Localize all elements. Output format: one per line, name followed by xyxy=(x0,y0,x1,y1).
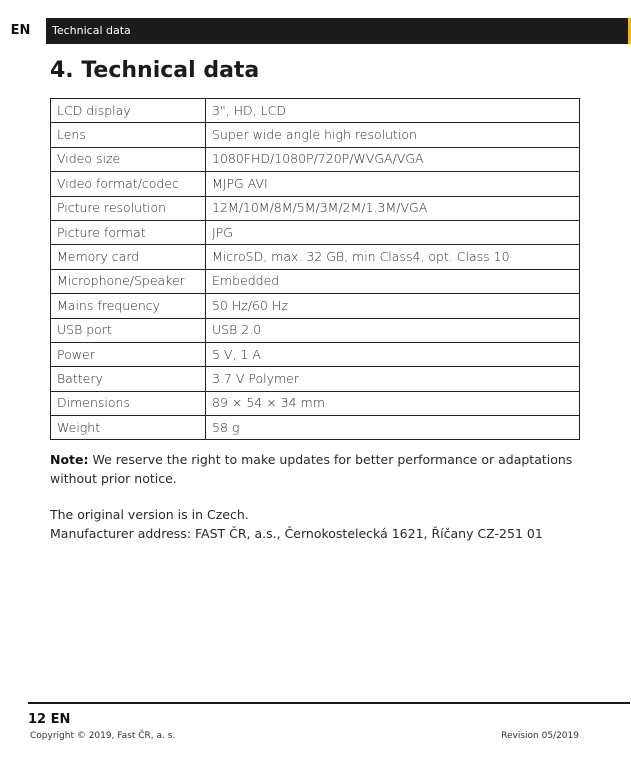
spec-value: USB 2.0 xyxy=(206,318,580,342)
spec-value: 12M/10M/8M/5M/3M/2M/1.3M/VGA xyxy=(206,196,580,220)
spec-label: Power xyxy=(51,342,206,366)
table-row xyxy=(51,342,580,366)
spec-value: 1080FHD/1080P/720P/WVGA/VGA xyxy=(206,147,580,171)
spec-label: Battery xyxy=(51,367,206,391)
manufacturer-address: Manufacturer address: FAST ČR, a.s., Černokostelecká 1621, Říčany CZ-251 01 xyxy=(50,526,543,541)
spec-label: USB port xyxy=(51,318,206,342)
section-header-label: Technical data xyxy=(52,24,131,37)
table-row xyxy=(51,147,580,171)
spec-label: Dimensions xyxy=(51,391,206,415)
footer-divider xyxy=(28,702,630,704)
spec-label: Weight xyxy=(51,416,206,440)
spec-value: JPG xyxy=(206,220,580,244)
original-version-text: The original version is in Czech. xyxy=(50,507,249,522)
table-row xyxy=(51,318,580,342)
header-bar xyxy=(0,18,631,44)
spec-value: 58 g xyxy=(206,416,580,440)
table-row xyxy=(51,367,580,391)
spec-value: MJPG AVI xyxy=(206,172,580,196)
table-row xyxy=(51,269,580,293)
spec-label: Microphone/Speaker xyxy=(51,269,206,293)
spec-value: 3", HD, LCD xyxy=(206,99,580,123)
note-text: We reserve the right to make updates for better performance or adaptations without prior notice. xyxy=(50,452,573,486)
spec-value: 89 × 54 × 34 mm xyxy=(206,391,580,415)
note-paragraph xyxy=(50,450,582,488)
copyright-text: Copyright © 2019, Fast ČR, a. s. xyxy=(30,731,176,741)
table-row xyxy=(51,123,580,147)
spec-value: MicroSD, max. 32 GB, min Class4, opt. Class 10 xyxy=(206,245,580,269)
spec-label: LCD display xyxy=(51,99,206,123)
table-row xyxy=(51,294,580,318)
spec-label: Picture resolution xyxy=(51,196,206,220)
spec-label: Video size xyxy=(51,147,206,171)
page-title: 4. Technical data xyxy=(50,58,260,83)
revision-text: Revision 05/2019 xyxy=(501,731,579,741)
info-block xyxy=(50,505,590,543)
table-row xyxy=(51,391,580,415)
spec-value: 3.7 V Polymer xyxy=(206,367,580,391)
table-row xyxy=(51,172,580,196)
technical-data-table-body xyxy=(51,99,580,440)
technical-data-table xyxy=(50,98,580,440)
spec-label: Memory card xyxy=(51,245,206,269)
section-header-strip xyxy=(46,18,628,44)
spec-value: Super wide angle high resolution xyxy=(206,123,580,147)
note-label: Note: xyxy=(50,452,89,467)
spec-value: 50 Hz/60 Hz xyxy=(206,294,580,318)
spec-label: Picture format xyxy=(51,220,206,244)
spec-label: Mains frequency xyxy=(51,294,206,318)
spec-value: 5 V, 1 A xyxy=(206,342,580,366)
table-row xyxy=(51,245,580,269)
table-row xyxy=(51,196,580,220)
table-row xyxy=(51,99,580,123)
spec-label: Video format/codec xyxy=(51,172,206,196)
spec-value: Embedded xyxy=(206,269,580,293)
language-tag: EN xyxy=(0,18,41,44)
page-number: 12 EN xyxy=(28,712,71,727)
table-row xyxy=(51,416,580,440)
table-row xyxy=(51,220,580,244)
spec-label: Lens xyxy=(51,123,206,147)
